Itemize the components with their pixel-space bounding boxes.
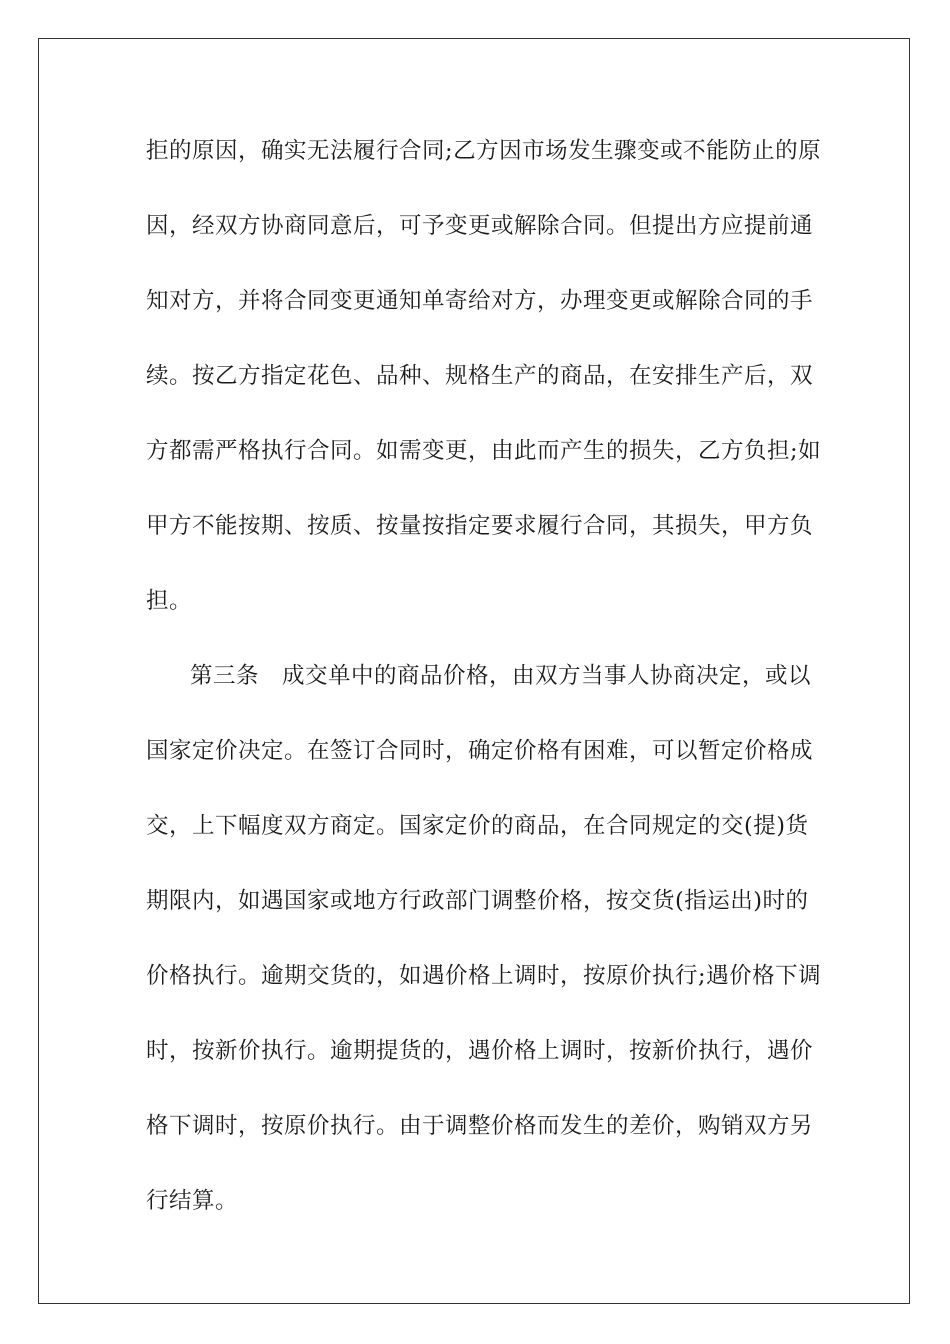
paragraph-line: 拒的原因，确实无法履行合同;乙方因市场发生骤变或不能防止的原 (146, 138, 822, 164)
paragraph-line: 甲方不能按期、按质、按量按指定要求履行合同，其损失，甲方负 (146, 513, 814, 539)
paragraph-line: 因，经双方协商同意后，可予变更或解除合同。但提出方应提前通 (146, 213, 814, 239)
paragraph-line: 时，按新价执行。逾期提货的，遇价格上调时，按新价执行，遇价 (146, 1038, 814, 1064)
paragraph-line: 价格执行。逾期交货的，如遇价格上调时，按原价执行;遇价格下调 (146, 963, 822, 989)
paragraph-line: 方都需严格执行合同。如需变更，由此而产生的损失，乙方负担;如 (146, 438, 822, 464)
paragraph-line: 续。按乙方指定花色、品种、规格生产的商品，在安排生产后，双 (146, 363, 814, 389)
article-heading-line: 第三条 成交单中的商品价格，由双方当事人协商决定，或以 (190, 663, 812, 689)
paragraph-line: 知对方，并将合同变更通知单寄给对方，办理变更或解除合同的手 (146, 288, 814, 314)
paragraph-line: 行结算。 (146, 1188, 239, 1214)
paragraph-line: 期限内，如遇国家或地方行政部门调整价格，按交货(指运出)时的 (146, 888, 809, 914)
paragraph-line: 担。 (146, 588, 193, 614)
paragraph-line: 格下调时，按原价执行。由于调整价格而发生的差价，购销双方另 (146, 1113, 814, 1139)
paragraph-line: 交，上下幅度双方商定。国家定价的商品，在合同规定的交(提)货 (146, 813, 809, 839)
paragraph-line: 国家定价决定。在签订合同时，确定价格有困难，可以暂定价格成 (146, 738, 814, 764)
